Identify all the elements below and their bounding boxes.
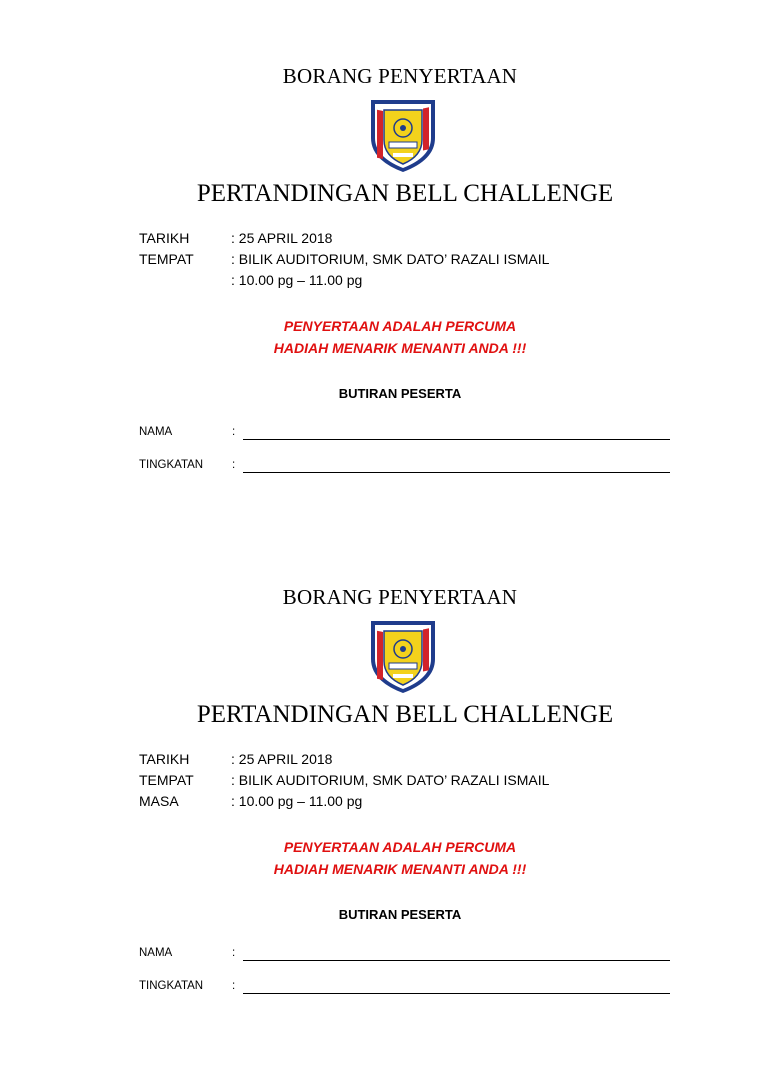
notice-free-entry: PENYERTAAN ADALAH PERCUMA <box>283 318 517 334</box>
tingkatan-fill-line[interactable] <box>243 993 670 994</box>
event-info <box>139 228 679 291</box>
notice-prizes: HADIAH MENARIK MENANTI ANDA !!! <box>273 340 527 356</box>
nama-label: NAMA <box>139 426 173 438</box>
nama-fill-line[interactable] <box>243 439 670 440</box>
masa-row <box>139 791 679 812</box>
nama-colon: : <box>232 426 236 438</box>
school-crest-icon <box>369 619 437 695</box>
tarikh-value: : 25 APRIL 2018 <box>231 230 333 246</box>
section-title: BUTIRAN PESERTA <box>338 386 462 401</box>
nama-colon: : <box>232 947 236 959</box>
tempat-row <box>139 249 679 270</box>
tingkatan-fill-line[interactable] <box>243 472 670 473</box>
tingkatan-label: TINGKATAN <box>139 980 204 992</box>
nama-fill-line[interactable] <box>243 960 670 961</box>
tingkatan-colon: : <box>232 980 236 992</box>
tarikh-label: TARIKH <box>139 751 190 767</box>
notice-free-entry: PENYERTAAN ADALAH PERCUMA <box>283 839 517 855</box>
tempat-label: TEMPAT <box>139 772 194 788</box>
tingkatan-field[interactable] <box>139 459 679 477</box>
form-title: PERTANDINGAN BELL CHALLENGE <box>196 180 614 207</box>
tempat-value: : BILIK AUDITORIUM, SMK DATO’ RAZALI ISMAIL <box>231 251 550 267</box>
tarikh-label: TARIKH <box>139 230 190 246</box>
masa-label: MASA <box>139 793 179 809</box>
tarikh-row <box>139 228 679 249</box>
form-heading: BORANG PENYERTAAN <box>282 64 518 88</box>
tingkatan-colon: : <box>232 459 236 471</box>
tingkatan-field[interactable] <box>139 980 679 998</box>
tempat-label: TEMPAT <box>139 251 194 267</box>
nama-field[interactable] <box>139 426 679 444</box>
notice-prizes: HADIAH MENARIK MENANTI ANDA !!! <box>273 861 527 877</box>
entry-form-2 <box>0 521 768 1041</box>
tarikh-row <box>139 749 679 770</box>
masa-row <box>139 270 679 291</box>
section-title: BUTIRAN PESERTA <box>338 907 462 922</box>
entry-form-1 <box>0 0 768 520</box>
tempat-row <box>139 770 679 791</box>
tempat-value: : BILIK AUDITORIUM, SMK DATO’ RAZALI ISMAIL <box>231 772 550 788</box>
masa-value: : 10.00 pg – 11.00 pg <box>231 272 363 288</box>
tingkatan-label: TINGKATAN <box>139 459 204 471</box>
nama-field[interactable] <box>139 947 679 965</box>
school-crest-icon <box>369 98 437 174</box>
event-info <box>139 749 679 812</box>
form-title: PERTANDINGAN BELL CHALLENGE <box>196 701 614 728</box>
masa-value: : 10.00 pg – 11.00 pg <box>231 793 363 809</box>
tarikh-value: : 25 APRIL 2018 <box>231 751 333 767</box>
form-heading: BORANG PENYERTAAN <box>282 585 518 609</box>
nama-label: NAMA <box>139 947 173 959</box>
